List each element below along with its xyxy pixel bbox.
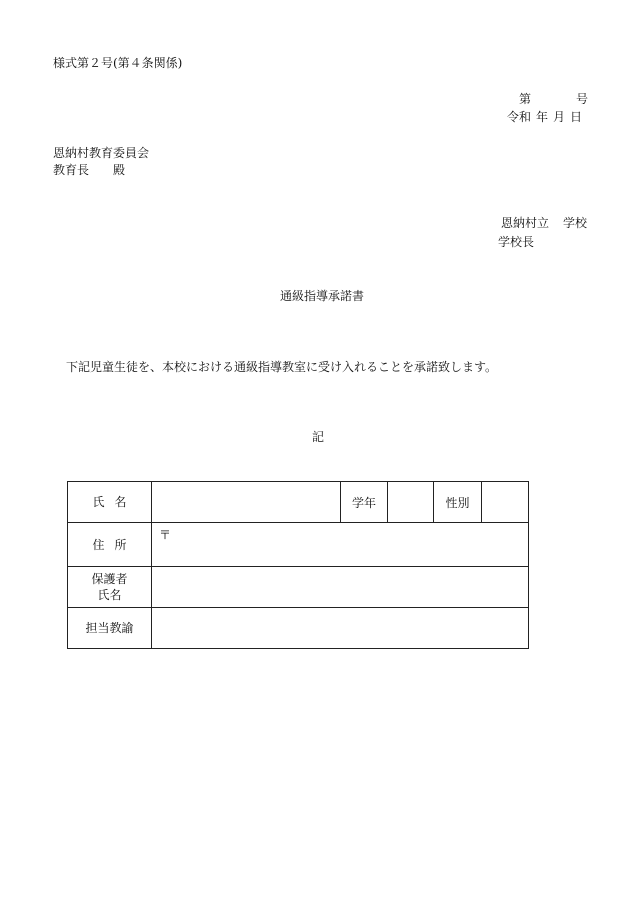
document-number-dai: 第 [519,92,532,106]
table-row-address [68,523,529,567]
gender-label: 性別 [434,482,482,523]
teacher-label: 担当教諭 [68,608,152,649]
address-field[interactable] [152,523,529,567]
student-info-table [67,481,529,649]
addressee-title [53,163,125,177]
addressee-title-text: 教育長 [53,163,90,177]
table-row-guardian [68,567,529,608]
document-body: 下記児童生徒を、本校における通級指導教室に受け入れることを承諾致します。 [66,360,498,374]
date-month: 月 [553,110,566,124]
postal-mark: 〒 [159,528,172,542]
date-day: 日 [570,110,583,124]
table-row-teacher [68,608,529,649]
ki-heading: 記 [312,430,325,444]
sender-principal: 学校長 [498,235,535,249]
address-label: 住所 [68,523,152,567]
sender-school-prefix: 恩納村立 [501,216,550,230]
name-label: 氏名 [68,482,152,523]
grade-label: 学年 [341,482,388,523]
form-number: 様式第２号(第４条関係) [53,56,183,70]
gender-field[interactable] [482,482,529,523]
sender-school-suffix: 学校 [563,216,588,230]
guardian-field[interactable] [152,567,529,608]
date-era: 令和 [507,110,532,124]
guardian-label [68,567,152,608]
guardian-label-line1: 保護者 [91,572,128,586]
grade-field[interactable] [388,482,434,523]
teacher-field[interactable] [152,608,529,649]
sender-school [501,216,587,230]
document-number-go: 号 [576,92,589,106]
issue-date [507,110,587,124]
addressee-organization: 恩納村教育委員会 [53,146,150,160]
addressee-honorific: 殿 [113,163,126,177]
date-year: 年 [536,110,549,124]
document-title: 通級指導承諾書 [280,289,365,303]
guardian-label-line2: 氏名 [97,588,122,602]
name-field[interactable] [152,482,341,523]
table-row-name [68,482,529,523]
